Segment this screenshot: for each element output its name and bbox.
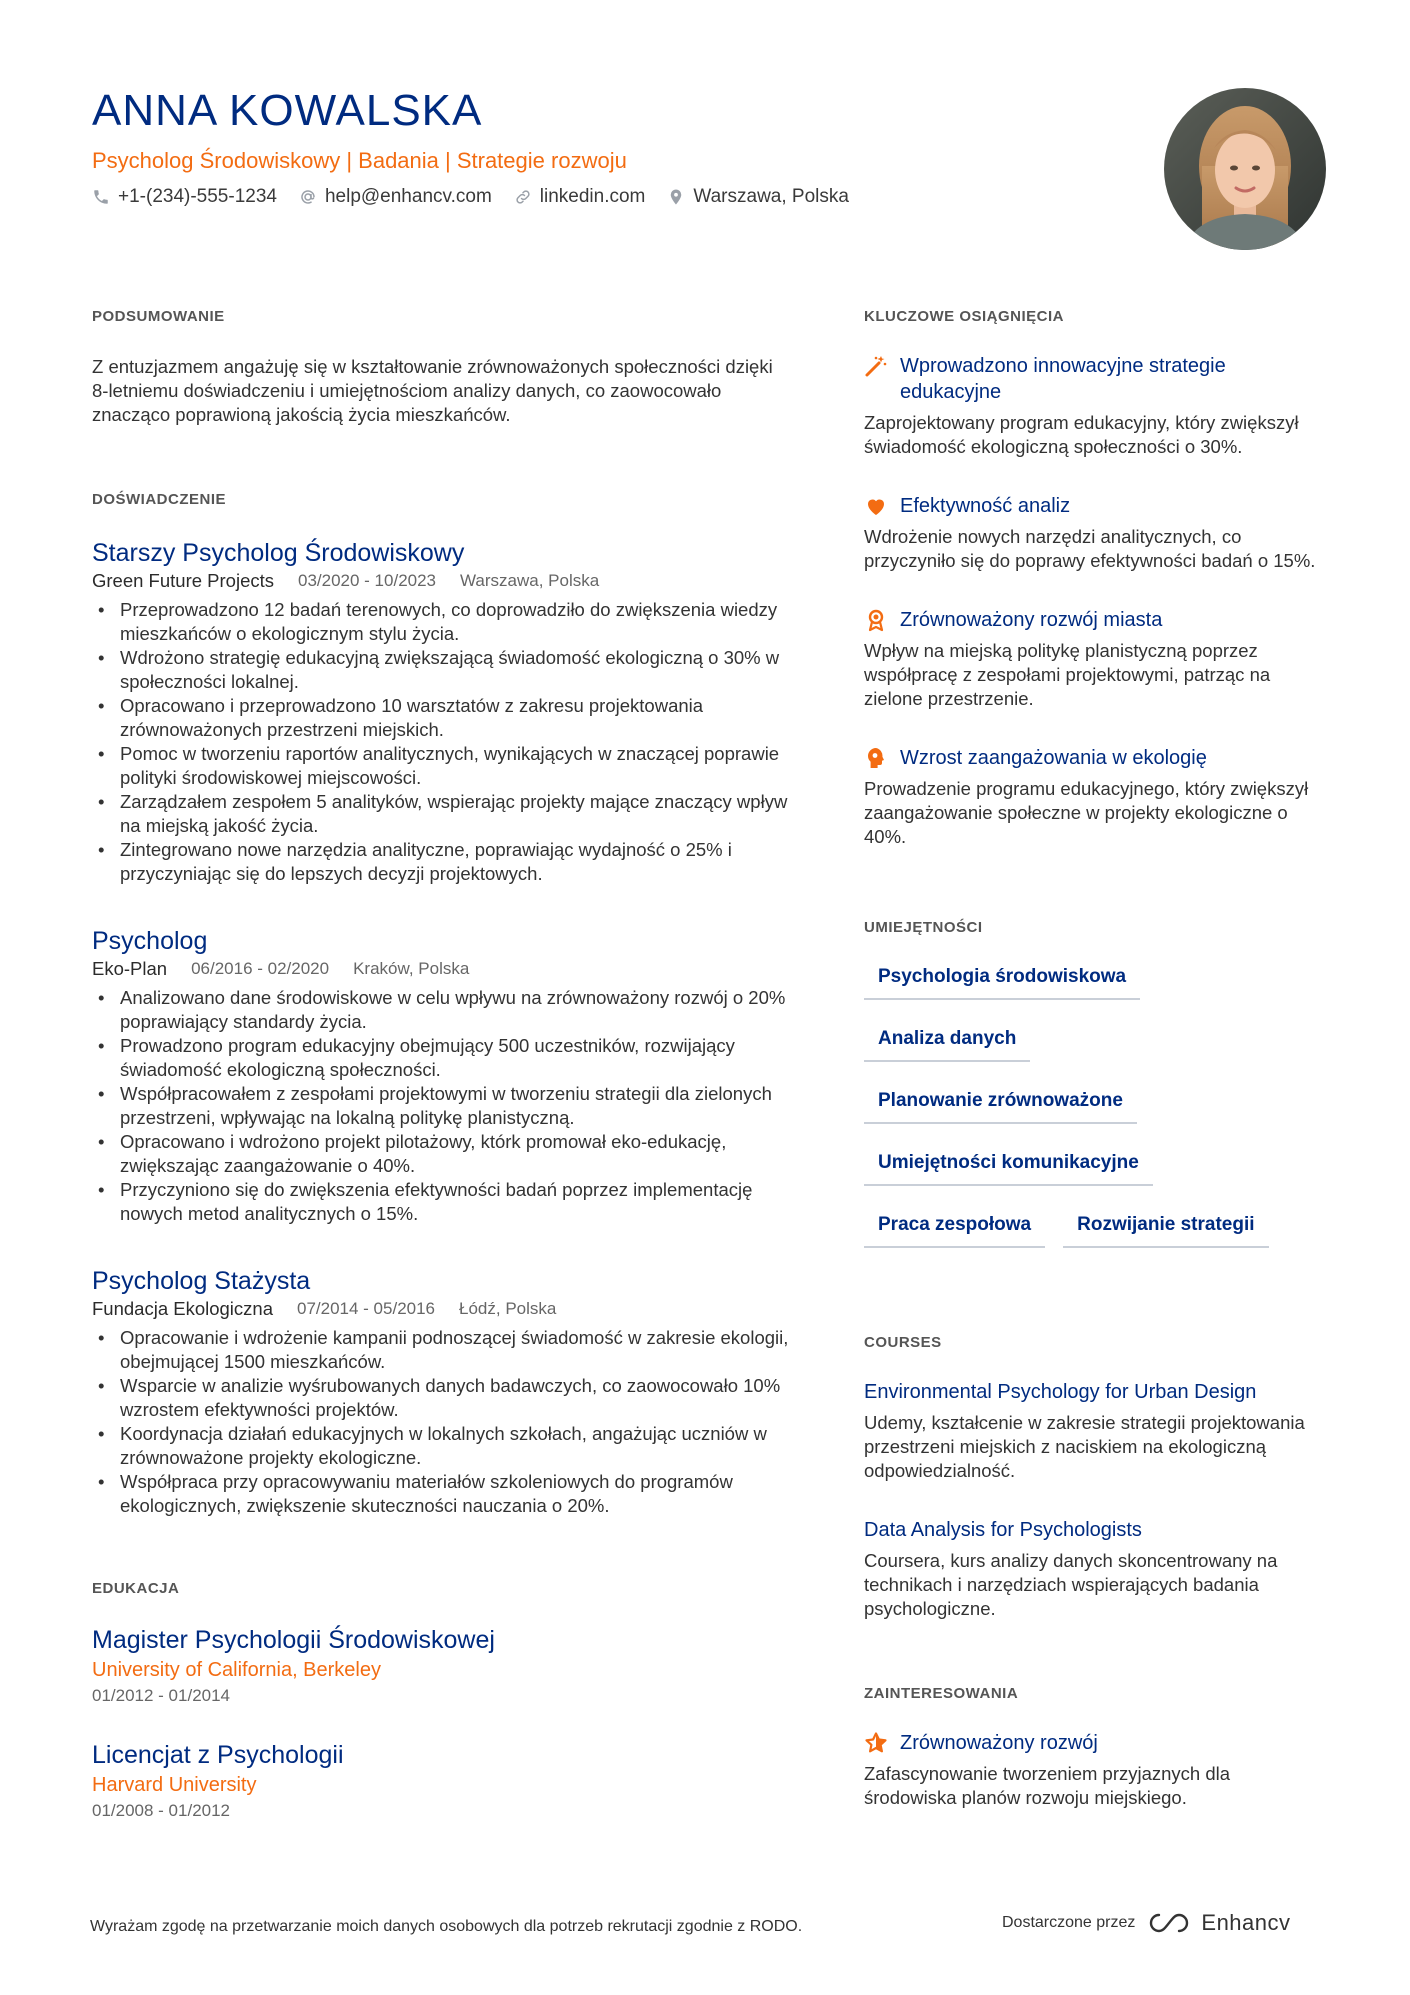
- course-title: Data Analysis for Psychologists: [864, 1519, 1142, 1541]
- achievements-heading: KLUCZOWE OSIĄGNIĘCIA: [864, 308, 1064, 325]
- contact-email-text: help@enhancv.com: [324, 186, 492, 207]
- candidate-title: Psycholog Środowiskowy | Badania | Strategie rozwoju: [92, 148, 627, 173]
- achievement-title-row: [864, 745, 1324, 771]
- list-item: • Opracowanie i wdrożenie kampanii podnoszącej świadomość w zakresie ekologii, obejmującej 1500 mieszkańców.: [92, 1326, 792, 1374]
- job-entry: [92, 1266, 792, 1518]
- achievement-title: Efektywność analiz: [900, 495, 1071, 517]
- left-column: [92, 308, 792, 1821]
- right-column: [864, 308, 1324, 1810]
- job-bullets: [92, 598, 792, 886]
- skill-tag: Praca zespołowa: [864, 1208, 1045, 1248]
- achievement-title-row: [864, 353, 1324, 405]
- powered-by-label: Dostarczone przez: [1002, 1914, 1136, 1931]
- skills-heading: UMIEJĘTNOŚCI: [864, 919, 983, 936]
- interest-item: [864, 1730, 1324, 1810]
- summary-text: Z entuzjazmem angażuję się w kształtowanie zrównoważonych społeczności dzięki 8-letniemu doświadczeniu i umiejętnościom analizy danych, co zaowocowało znacząco poprawioną jakością życia mieszkańców.: [92, 356, 773, 425]
- education-degree: Magister Psychologii Środowiskowej: [92, 1626, 495, 1654]
- skill-tag: Psychologia środowiskowa: [864, 960, 1140, 1000]
- education-dates: 01/2012 - 01/2014: [92, 1686, 231, 1705]
- job-entry: [92, 538, 792, 886]
- achievement-title-row: [864, 493, 1324, 519]
- head-brain-icon: [864, 746, 888, 770]
- skill-tag: Umiejętności komunikacyjne: [864, 1146, 1153, 1186]
- achievement-item: [864, 745, 1324, 849]
- list-item: • Opracowano i wdrożono projekt pilotażowy, którk promował eko-edukację, zwiększając zaangażowanie o 40%.: [92, 1130, 792, 1178]
- achievement-item: [864, 607, 1324, 711]
- skill-tag: Rozwijanie strategii: [1063, 1208, 1268, 1248]
- powered-by[interactable]: [1002, 1910, 1291, 1936]
- job-bullets: [92, 986, 792, 1226]
- contact-bar: [92, 186, 871, 208]
- skills-list: [864, 960, 1324, 1270]
- experience-heading: DOŚWIADCZENIE: [92, 491, 226, 508]
- education-school: University of California, Berkeley: [92, 1659, 381, 1681]
- magic-wand-icon: [864, 354, 888, 378]
- avatar: [1164, 88, 1326, 250]
- at-icon: [299, 188, 317, 206]
- achievement-title: Wprowadzono innowacyjne strategie edukacyjne: [900, 355, 1226, 403]
- education-heading: EDUKACJA: [92, 1580, 180, 1597]
- list-item: • Zintegrowano nowe narzędzia analityczne, poprawiając wydajność o 25% i przyczyniając się do lepszych decyzji projektowych.: [92, 838, 792, 886]
- course-desc: Udemy, kształcenie w zakresie strategii projektowania przestrzeni miejskich z naciskiem na ekologiczną odpowiedzialność.: [864, 1412, 1305, 1481]
- interest-title: Zrównoważony rozwój: [900, 1732, 1098, 1754]
- job-location: Łódź, Polska: [459, 1299, 557, 1318]
- consent-note: Wyrażam zgodę na przetwarzanie moich danych osobowych dla potrzeb rekrutacji zgodnie z RODO.: [90, 1918, 803, 1935]
- contact-phone[interactable]: [92, 186, 277, 208]
- achievement-desc: Zaprojektowany program edukacyjny, który zwiększył świadomość ekologiczną społeczności o 30%.: [864, 412, 1299, 457]
- course-desc: Coursera, kurs analizy danych skoncentrowany na technikach i narzędziach wspierających badania psychologiczne.: [864, 1550, 1278, 1619]
- list-item: • Koordynacja działań edukacyjnych w lokalnych szkołach, angażując uczniów w zrównoważone projekty ekologiczne.: [92, 1422, 792, 1470]
- achievement-title: Wzrost zaangażowania w ekologię: [900, 747, 1207, 769]
- job-company: Fundacja Ekologiczna: [92, 1298, 273, 1319]
- interest-desc: Zafascynowanie tworzeniem przyjaznych dla środowiska planów rozwoju miejskiego.: [864, 1763, 1231, 1808]
- achievement-desc: Prowadzenie programu edukacyjnego, który zwiększył zaangażowanie społeczne w projekty ekologiczne o 40%.: [864, 778, 1309, 847]
- job-company: Eko-Plan: [92, 958, 168, 979]
- courses-heading: COURSES: [864, 1334, 942, 1351]
- job-dates: 03/2020 - 10/2023: [298, 571, 437, 590]
- link-icon: [514, 188, 532, 206]
- list-item: • Przeprowadzono 12 badań terenowych, co doprowadziło do zwiększenia wiedzy mieszkańców o ekologicznym stylu życia.: [92, 598, 792, 646]
- achievement-item: [864, 493, 1324, 573]
- job-location: Warszawa, Polska: [460, 571, 600, 590]
- job-title: Starszy Psycholog Środowiskowy: [92, 539, 465, 567]
- list-item: • Opracowano i przeprowadzono 10 warsztatów z zakresu projektowania zrównoważonych przestrzeni miejskich.: [92, 694, 792, 742]
- achievement-desc: Wpływ na miejską politykę planistyczną poprzez współpracę z zespołami projektowymi, patrząc na zielone przestrzenie.: [864, 640, 1271, 709]
- skill-tag: Analiza danych: [864, 1022, 1030, 1062]
- job-bullets: [92, 1326, 792, 1518]
- enhancv-logo-icon: [1147, 1910, 1193, 1936]
- list-item: • Wsparcie w analizie wyśrubowanych danych badawczych, co zaowocowało 10% wzrostem efektywności projektów.: [92, 1374, 792, 1422]
- job-company: Green Future Projects: [92, 570, 274, 591]
- education-entry: [92, 1625, 792, 1706]
- contact-phone-text: +1-(234)-555-1234: [118, 186, 277, 207]
- interests-heading: ZAINTERESOWANIA: [864, 1685, 1019, 1702]
- course-item: [864, 1517, 1324, 1621]
- list-item: • Przyczyniono się do zwiększenia efektywności badań poprzez implementację nowych metod analitycznych o 15%.: [92, 1178, 792, 1226]
- job-meta: [92, 570, 792, 592]
- award-icon: [864, 608, 888, 632]
- brand-name: Enhancv: [1201, 1910, 1291, 1935]
- job-dates: 07/2014 - 05/2016: [297, 1299, 436, 1318]
- contact-email[interactable]: [299, 186, 492, 208]
- course-title: Environmental Psychology for Urban Design: [864, 1381, 1257, 1403]
- phone-icon: [92, 188, 110, 206]
- contact-linkedin-text: linkedin.com: [539, 186, 646, 207]
- achievement-desc: Wdrożenie nowych narzędzi analitycznych, co przyczyniło się do poprawy efektywności badań o 15%.: [864, 526, 1316, 571]
- skill-tag: Planowanie zrównoważone: [864, 1084, 1137, 1124]
- education-dates: 01/2008 - 01/2012: [92, 1801, 231, 1820]
- interest-title-row: [864, 1730, 1324, 1756]
- profile-photo: [1164, 88, 1326, 250]
- summary-heading: PODSUMOWANIE: [92, 308, 225, 325]
- education-entry: [92, 1740, 792, 1821]
- contact-linkedin[interactable]: [514, 186, 646, 208]
- list-item: • Współpraca przy opracowywaniu materiałów szkoleniowych do programów ekologicznych, zwiększenie skuteczności nauczania o 20%.: [92, 1470, 792, 1518]
- job-meta: [92, 1298, 792, 1320]
- heart-icon: [864, 494, 888, 518]
- job-dates: 06/2016 - 02/2020: [191, 959, 330, 978]
- contact-location-text: Warszawa, Polska: [693, 186, 849, 207]
- job-title: Psycholog Stażysta: [92, 1267, 311, 1295]
- list-item: • Prowadzono program edukacyjny obejmujący 500 uczestników, rozwijający świadomość ekologiczną społeczności.: [92, 1034, 792, 1082]
- candidate-name: ANNA KOWALSKA: [92, 86, 483, 135]
- star-icon: [864, 1731, 888, 1755]
- list-item: • Pomoc w tworzeniu raportów analitycznych, wynikających w znaczącej poprawie polityki środowiskowej miejscowości.: [92, 742, 792, 790]
- location-icon: [667, 188, 685, 206]
- achievement-item: [864, 353, 1324, 459]
- job-meta: [92, 958, 792, 980]
- list-item: • Współpracowałem z zespołami projektowymi w tworzeniu strategii dla zielonych przestrzeni, wpływając na lokalną politykę planistyczną.: [92, 1082, 792, 1130]
- course-item: [864, 1379, 1324, 1483]
- job-title: Psycholog: [92, 927, 208, 955]
- list-item: • Zarządzałem zespołem 5 analityków, wspierając projekty mające znaczący wpływ na miejską jakość życia.: [92, 790, 792, 838]
- job-entry: [92, 926, 792, 1226]
- education-school: Harvard University: [92, 1774, 257, 1796]
- job-location: Kraków, Polska: [353, 959, 470, 978]
- list-item: • Wdrożono strategię edukacyjną zwiększającą świadomość ekologiczną o 30% w społeczności lokalnej.: [92, 646, 792, 694]
- education-degree: Licencjat z Psychologii: [92, 1741, 344, 1769]
- list-item: • Analizowano dane środowiskowe w celu wpływu na zrównoważony rozwój o 20% poprawiający standardy życia.: [92, 986, 792, 1034]
- achievement-title-row: [864, 607, 1324, 633]
- contact-location: [667, 186, 849, 208]
- achievement-title: Zrównoważony rozwój miasta: [900, 609, 1163, 631]
